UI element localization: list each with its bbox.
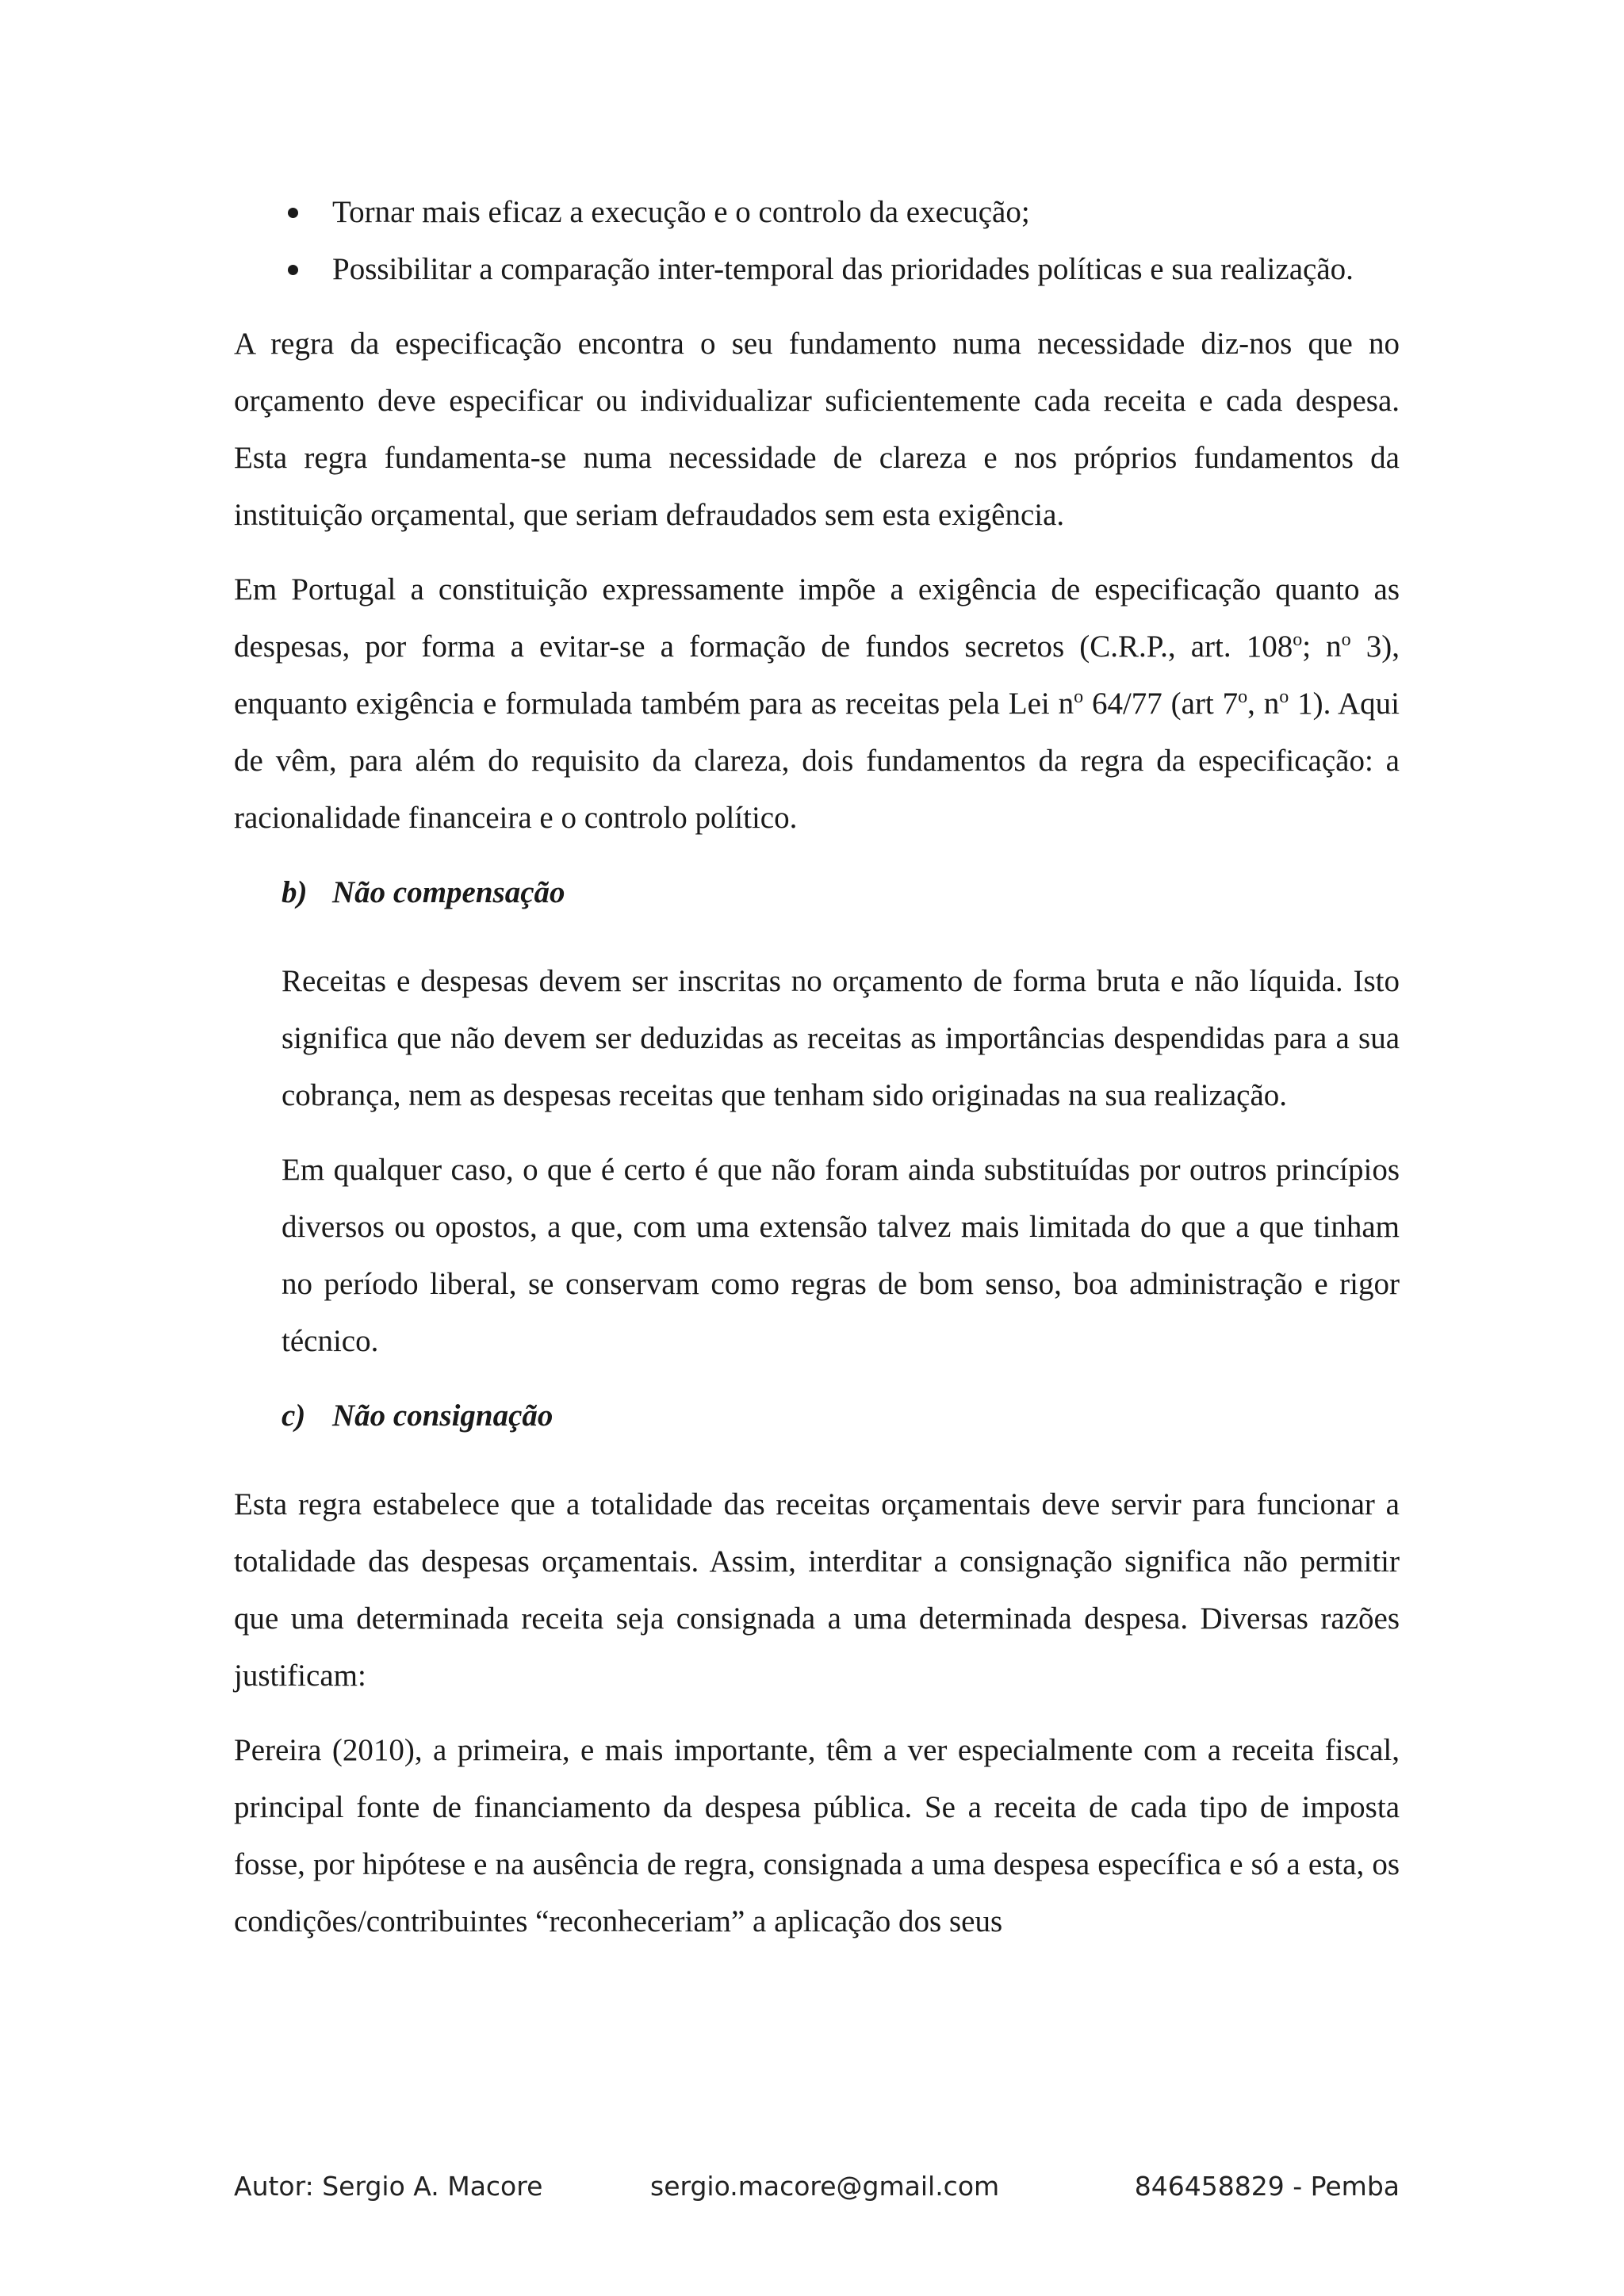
page-content — [234, 184, 1400, 1968]
bullet-list — [234, 184, 1400, 298]
ordinal-superscript: o — [1341, 629, 1351, 650]
ordinal-superscript: o — [1074, 687, 1084, 707]
text-run: , n — [1247, 687, 1280, 721]
text-run: Em Portugal a constituição expressamente impõe a exigência de especificação quanto as despesas, por forma a evitar-se a formação de fundos secretos (C.R.P., art. 108 — [234, 572, 1400, 664]
ordinal-superscript: o — [1238, 687, 1248, 707]
paragraph-receitas-despesas: Receitas e despesas devem ser inscritas no orçamento de forma bruta e não líquida. Isto significa que não devem ser deduzidas as receitas as importâncias despendidas para a sua cobrança, nem as despesas receitas que tenham sido originadas na sua realização. — [282, 964, 1400, 1112]
section-heading-nao-consignacao — [282, 1387, 1400, 1445]
section-heading-nao-compensacao — [282, 864, 1400, 921]
heading-title: Não compensação — [332, 875, 565, 909]
paragraph-pereira: Pereira (2010), a primeira, e mais importante, têm a ver especialmente com a receita fiscal, principal fonte de financiamento da despesa pública. Se a receita de cada tipo de imposta fosse, por hipótese e na ausência de regra, consignada a uma despesa específica e só a esta, os condições/contribuintes “reconheceriam” a aplicação dos seus — [234, 1733, 1400, 1938]
list-item — [234, 184, 1400, 241]
footer-email: sergio.macore@gmail.com — [650, 2171, 1000, 2202]
list-item-text: Tornar mais eficaz a execução e o controlo da execução; — [332, 195, 1030, 229]
text-run: 1). Aqui de vêm, para além do requisito da clareza, dois fundamentos da regra da especificação: a racionalidade financeira e o controlo político. — [234, 687, 1400, 835]
ordinal-superscript: o — [1293, 629, 1303, 650]
footer-author: Autor: Sergio A. Macore — [234, 2171, 543, 2202]
paragraph-qualquer-caso: Em qualquer caso, o que é certo é que não foram ainda substituídas por outros princípios diversos ou opostos, a que, com uma extensão talvez mais limitada do que a que tinham no período liberal, se conservam como regras de bom senso, boa administração e rigor técnico. — [282, 1153, 1400, 1358]
heading-label: b) — [282, 875, 308, 909]
bullet-icon — [288, 265, 298, 275]
heading-title: Não consignação — [332, 1399, 553, 1433]
text-run: 3), enquanto exigência e formulada também para as receitas pela Lei n — [234, 629, 1400, 721]
paragraph-portugal — [234, 561, 1400, 847]
list-item-text: Possibilitar a comparação inter-temporal das prioridades políticas e sua realização. — [332, 252, 1354, 286]
list-item — [234, 241, 1400, 298]
bullet-icon — [288, 208, 298, 218]
ordinal-superscript: o — [1279, 687, 1289, 707]
paragraph-especificacao: A regra da especificação encontra o seu fundamento numa necessidade diz-nos que no orçamento deve especificar ou individualizar suficientemente cada receita e cada despesa. Esta regra fundamenta-se numa necessidade de clareza e nos próprios fundamentos da instituição orçamental, que seriam defraudados sem esta exigência. — [234, 327, 1400, 532]
footer-phone: 846458829 - Pemba — [1134, 2171, 1400, 2202]
text-run: ; n — [1302, 629, 1342, 664]
heading-label: c) — [282, 1399, 306, 1433]
text-run: 64/77 (art 7 — [1083, 687, 1239, 721]
paragraph-esta-regra: Esta regra estabelece que a totalidade das receitas orçamentais deve servir para funcionar a totalidade das despesas orçamentais. Assim, interditar a consignação significa não permitir que uma determinada receita seja consignada a uma determinada despesa. Diversas razões justificam: — [234, 1487, 1400, 1693]
